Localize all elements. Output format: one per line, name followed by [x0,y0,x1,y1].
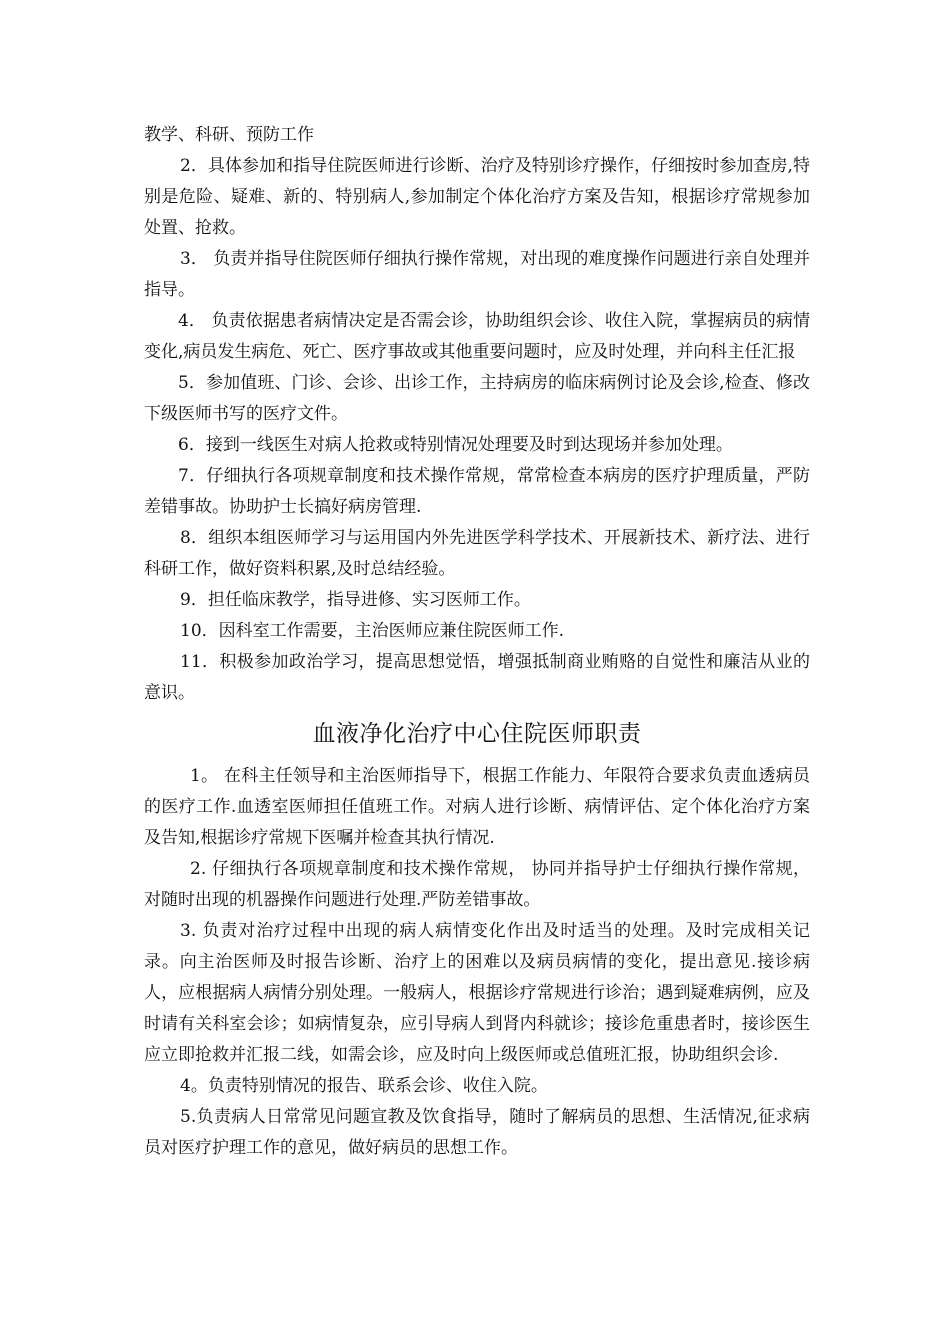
document-page [144,120,810,1164]
resident-duty-item-2: 2. 仔细执行各项规章制度和技术操作常规， 协同并指导护士仔细执行操作常规，对随时出现的机器操作问题进行处理.严防差错事故。 [144,859,810,910]
duty-item-8: 8．组织本组医师学习与运用国内外先进医学科学技术、开展新技术、新疗法、进行科研工作，做好资料积累,及时总结经验。 [144,528,810,579]
duty-item-3: 3． 负责并指导住院医师仔细执行操作常规，对出现的难度操作问题进行亲自处理并指导。 [144,249,810,300]
paragraph-continuation: 教学、科研、预防工作 [144,125,314,145]
duty-item-7: 7．仔细执行各项规章制度和技术操作常规，常常检查本病房的医疗护理质量，严防差错事故。协助护士长搞好病房管理. [144,466,810,517]
duty-item-11: 11．积极参加政治学习，提高思想觉悟，增强抵制商业贿赂的自觉性和廉洁从业的意识。 [144,652,810,703]
duty-item-9: 9．担任临床教学，指导进修、实习医师工作。 [180,590,531,610]
duty-item-10: 10．因科室工作需要，主治医师应兼住院医师工作. [180,621,565,641]
duty-item-6: 6．接到一线医生对病人抢救或特别情况处理要及时到达现场并参加处理。 [178,435,733,455]
duty-item-4: 4． 负责依据患者病情决定是否需会诊，协助组织会诊、收住入院，掌握病员的病情变化,病员发生病危、死亡、医疗事故或其他重要问题时，应及时处理，并向科主任汇报 [144,311,810,362]
section-title: 血液净化治疗中心住院医师职责 [312,721,642,747]
duty-item-5: 5．参加值班、门诊、会诊、出诊工作，主持病房的临床病例讨论及会诊,检查、修改下级医师书写的医疗文件。 [144,373,810,424]
resident-duty-item-5: 5.负责病人日常常见问题宣教及饮食指导，随时了解病员的思想、生活情况,征求病员对医疗护理工作的意见，做好病员的思想工作。 [144,1107,810,1158]
resident-duty-item-1: 1。 在科主任领导和主治医师指导下，根据工作能力、年限符合要求负责血透病员的医疗工作.血透室医师担任值班工作。对病人进行诊断、病情评估、定个体化治疗方案及告知,根据诊疗常规下医嘱并检查其执行情况. [144,766,810,848]
resident-duty-item-3: 3. 负责对治疗过程中出现的病人病情变化作出及时适当的处理。及时完成相关记录。向主治医师及时报告诊断、治疗上的困难以及病员病情的变化，提出意见.接诊病人，应根据病人病情分别处理。一般病人，根据诊疗常规进行诊治；遇到疑难病例，应及时请有关科室会诊；如病情复杂，应引导病人到肾内科就诊；接诊危重患者时，接诊医生应立即抢救并汇报二线，如需会诊，应及时向上级医师或总值班汇报，协助组织会诊. [144,921,810,1065]
resident-duty-item-4: 4。负责特别情况的报告、联系会诊、收住入院。 [180,1076,548,1096]
duty-item-2: 2．具体参加和指导住院医师进行诊断、治疗及特别诊疗操作，仔细按时参加查房,特别是危险、疑难、新的、特别病人,参加制定个体化治疗方案及告知，根据诊疗常规参加处置、抢救。 [144,156,810,238]
